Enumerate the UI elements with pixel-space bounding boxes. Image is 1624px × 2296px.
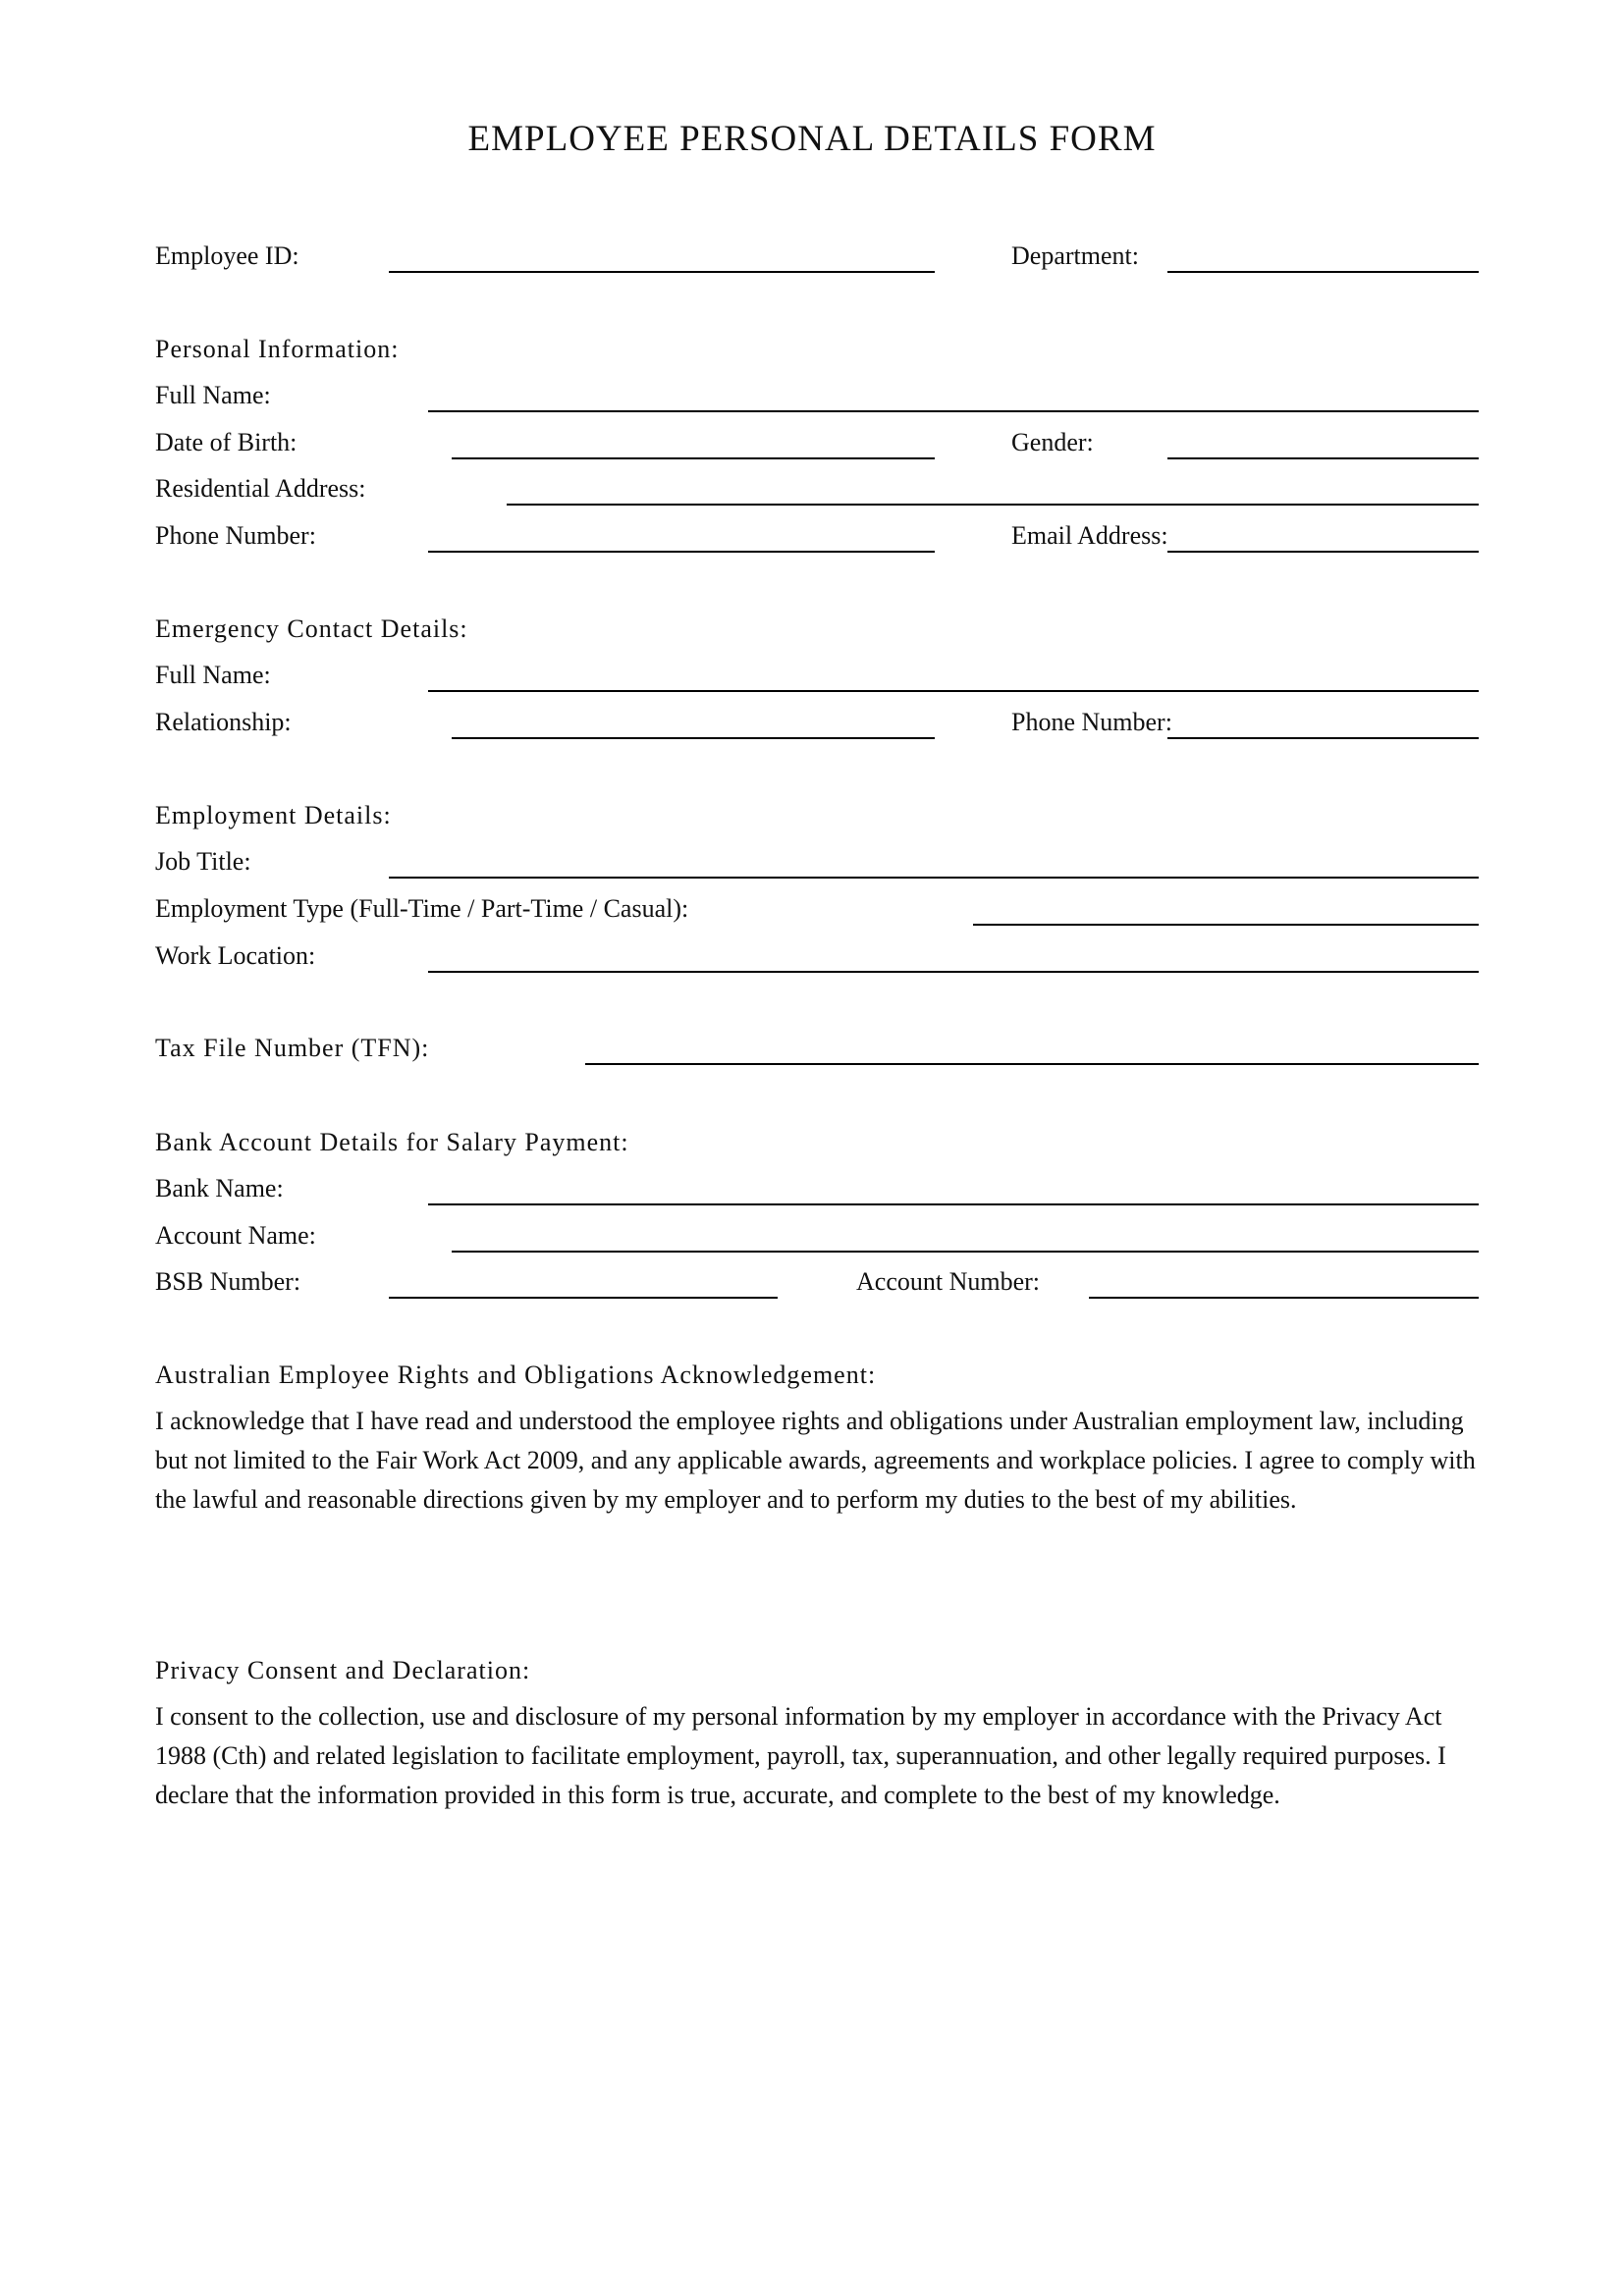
relationship-field[interactable] [452,737,935,739]
tfn-label: Tax File Number (TFN): [155,1034,430,1062]
account-number-label: Account Number: [856,1267,1041,1296]
tfn-field[interactable] [585,1063,1479,1065]
employment-type-field[interactable] [973,924,1479,926]
bank-name-label: Bank Name: [155,1174,284,1202]
emergency-phone-field[interactable] [1167,737,1479,739]
gender-field[interactable] [1167,457,1479,459]
email-address-field[interactable] [1167,551,1479,553]
gender-label: Gender: [1011,428,1094,456]
job-title-label: Job Title: [155,847,251,876]
bank-name-field[interactable] [428,1203,1479,1205]
account-name-field[interactable] [452,1251,1479,1253]
relationship-label: Relationship: [155,708,292,736]
form-title: EMPLOYEE PERSONAL DETAILS FORM [467,119,1157,159]
phone-number-field[interactable] [428,551,935,553]
work-location-field[interactable] [428,971,1479,973]
full-name-label: Full Name: [155,381,271,409]
emergency-full-name-label: Full Name: [155,661,271,689]
full-name-field[interactable] [428,410,1479,412]
emergency-phone-label: Phone Number: [1011,708,1172,736]
phone-number-label: Phone Number: [155,521,316,550]
department-field[interactable] [1167,271,1479,273]
privacy-text: I consent to the collection, use and disclosure of my personal information by my employer in accordance with the Privacy Act 1988 (Cth) and related legislation to facilitate employment, payroll, tax, superannuation, and other legally required purposes. I declare that the information provided in this form is true, accurate, and complete to the best of my knowledge. [155,1702,1446,1809]
bsb-number-field[interactable] [389,1297,778,1299]
department-label: Department: [1011,241,1139,270]
bank-details-heading: Bank Account Details for Salary Payment: [155,1128,629,1156]
privacy-heading: Privacy Consent and Declaration: [155,1656,531,1684]
email-address-label: Email Address: [1011,521,1168,550]
employee-id-label: Employee ID: [155,241,299,270]
dob-label: Date of Birth: [155,428,298,456]
employee-id-field[interactable] [389,271,935,273]
personal-info-heading: Personal Information: [155,335,400,363]
dob-field[interactable] [452,457,935,459]
rights-heading: Australian Employee Rights and Obligations Acknowledgement: [155,1361,877,1389]
rights-text: I acknowledge that I have read and understood the employee rights and obligations under Australian employment law, including but not limited to the Fair Work Act 2009, and any applicable awards, agreements and workplace policies. I agree to comply with the lawful and reasonable directions given by my employer and to perform my duties to the best of my abilities. [155,1407,1476,1514]
account-name-label: Account Name: [155,1221,316,1250]
bsb-number-label: BSB Number: [155,1267,301,1296]
employment-type-label: Employment Type (Full-Time / Part-Time / Casual): [155,894,689,923]
residential-address-field[interactable] [507,504,1479,506]
residential-address-label: Residential Address: [155,474,366,503]
work-location-label: Work Location: [155,941,316,970]
emergency-full-name-field[interactable] [428,690,1479,692]
account-number-field[interactable] [1089,1297,1479,1299]
employment-details-heading: Employment Details: [155,801,392,829]
emergency-contact-heading: Emergency Contact Details: [155,614,468,643]
job-title-field[interactable] [389,877,1479,879]
